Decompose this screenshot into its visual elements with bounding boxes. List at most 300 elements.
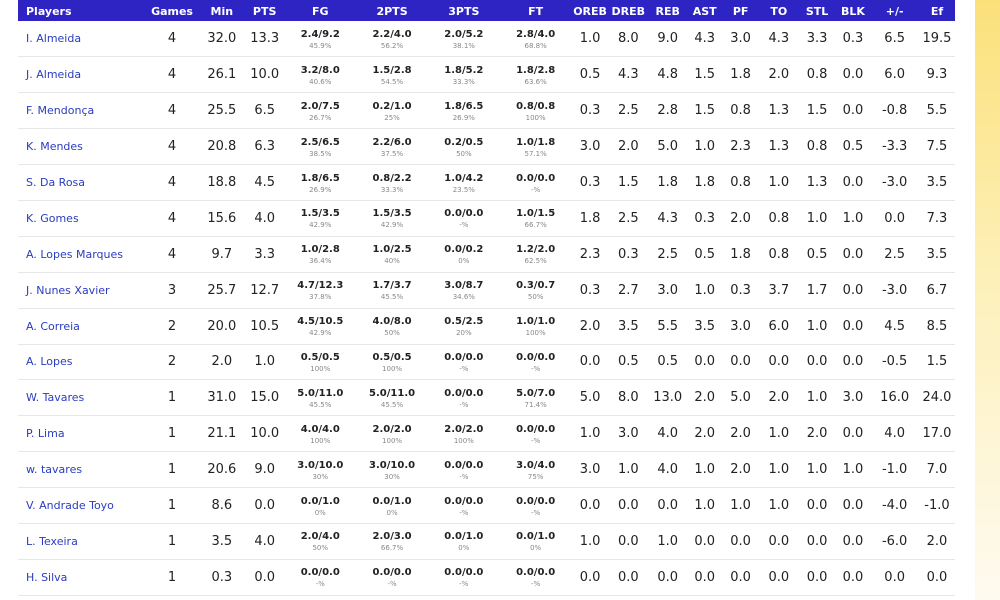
p3-percentage: -%: [459, 221, 469, 230]
p3-percentage: -%: [459, 364, 469, 373]
p2-cell: [356, 57, 428, 93]
ef-cell: 9.3: [919, 57, 955, 93]
p3-percentage: 26.9%: [452, 113, 475, 122]
p2-percentage: 37.5%: [380, 149, 404, 158]
dreb-cell: 2.0: [609, 129, 648, 165]
ast-cell: 4.3: [687, 21, 722, 57]
p3-made-attempted: 0.0/0.0: [444, 387, 484, 399]
ft-percentage: -%: [531, 185, 541, 194]
p3-cell: [428, 200, 500, 236]
pm-cell: -6.0: [870, 523, 919, 559]
player-link[interactable]: K. Gomes: [26, 211, 79, 225]
reb-cell: 0.0: [648, 559, 687, 595]
ft-percentage: 100%: [525, 113, 546, 122]
stl-cell: 0.8: [799, 129, 836, 165]
p2-made-attempted: 4.0/8.0: [372, 316, 412, 328]
player-link[interactable]: A. Lopes Marques: [26, 247, 123, 261]
column-header[interactable]: PF: [722, 0, 759, 21]
player-link[interactable]: V. Andrade Toyo: [26, 499, 114, 513]
games-cell: 4: [145, 165, 198, 201]
ast-cell: 0.0: [687, 344, 722, 380]
p3-made-attempted: 0.0/0.0: [444, 459, 484, 471]
pm-cell: 2.5: [870, 236, 919, 272]
p2-cell: [356, 272, 428, 308]
ft-percentage: -%: [531, 364, 541, 373]
oreb-cell: 0.3: [572, 272, 609, 308]
reb-cell: 4.8: [648, 57, 687, 93]
fg-made-attempted: 1.8/6.5: [300, 172, 340, 184]
fg-percentage: 26.9%: [309, 185, 332, 194]
dreb-cell: 0.3: [609, 236, 648, 272]
player-link[interactable]: A. Lopes: [26, 355, 73, 369]
player-stats-table-container: [18, 0, 955, 596]
fg-cell: [284, 416, 356, 452]
oreb-cell: 1.0: [572, 523, 609, 559]
p2-made-attempted: 5.0/11.0: [369, 387, 416, 399]
pf-cell: 3.0: [722, 308, 759, 344]
to-cell: 2.0: [759, 380, 798, 416]
player-link[interactable]: w. tavares: [26, 463, 83, 477]
pm-cell: 4.0: [870, 416, 919, 452]
pts-cell: 9.0: [245, 452, 284, 488]
fg-cell: [284, 129, 356, 165]
p3-cell: [428, 559, 500, 595]
player-cell: [18, 93, 145, 129]
fg-percentage: 30%: [312, 472, 329, 481]
column-header[interactable]: Min: [199, 0, 245, 21]
reb-cell: 0.5: [648, 344, 687, 380]
column-header[interactable]: 2PTS: [356, 0, 428, 21]
pm-cell: -3.0: [870, 272, 919, 308]
stl-cell: 1.0: [799, 380, 836, 416]
fg-percentage: 42.9%: [309, 221, 332, 230]
ft-made-attempted: 0.3/0.7: [516, 280, 556, 292]
p2-percentage: 40%: [384, 257, 400, 266]
blk-cell: 0.0: [836, 165, 871, 201]
pf-cell: 0.8: [722, 165, 759, 201]
blk-cell: 0.0: [836, 57, 871, 93]
pm-cell: -0.5: [870, 344, 919, 380]
p2-percentage: 42.9%: [380, 221, 404, 230]
column-header[interactable]: REB: [648, 0, 687, 21]
games-cell: 4: [145, 129, 198, 165]
to-cell: 0.0: [759, 559, 798, 595]
p2-percentage: 54.5%: [380, 77, 404, 86]
column-header[interactable]: AST: [687, 0, 722, 21]
fg-cell: [284, 308, 356, 344]
pm-cell: 4.5: [870, 308, 919, 344]
pm-cell: 0.0: [870, 559, 919, 595]
fg-made-attempted: 3.2/8.0: [300, 64, 340, 76]
ft-made-attempted: 0.0/1.0: [516, 531, 556, 543]
blk-cell: 0.0: [836, 488, 871, 524]
to-cell: 0.0: [759, 523, 798, 559]
to-cell: 1.0: [759, 452, 798, 488]
ast-cell: 1.0: [687, 452, 722, 488]
player-link[interactable]: A. Correia: [26, 319, 80, 333]
ast-cell: 0.0: [687, 523, 722, 559]
blk-cell: 0.0: [836, 344, 871, 380]
ef-cell: 2.0: [919, 523, 955, 559]
p2-percentage: 100%: [382, 436, 403, 445]
pts-cell: 10.5: [245, 308, 284, 344]
p3-cell: [428, 21, 500, 57]
fg-cell: [284, 272, 356, 308]
p2-percentage: 45.5%: [380, 400, 404, 409]
p3-percentage: 33.3%: [452, 77, 475, 86]
player-stats-table: [18, 0, 955, 596]
column-header[interactable]: 3PTS: [428, 0, 500, 21]
stl-cell: 1.0: [799, 308, 836, 344]
reb-cell: 3.0: [648, 272, 687, 308]
fg-made-attempted: 3.0/10.0: [297, 459, 344, 471]
p2-percentage: 25%: [384, 113, 400, 122]
player-link[interactable]: L. Texeira: [26, 534, 78, 548]
player-cell: [18, 236, 145, 272]
dreb-cell: 4.3: [609, 57, 648, 93]
dreb-cell: 0.5: [609, 344, 648, 380]
stl-cell: 2.0: [799, 416, 836, 452]
ft-cell: [500, 416, 572, 452]
ft-made-attempted: 5.0/7.0: [516, 387, 556, 399]
p2-cell: [356, 380, 428, 416]
min-cell: 25.5: [199, 93, 245, 129]
min-cell: 20.0: [199, 308, 245, 344]
p3-cell: [428, 452, 500, 488]
ft-percentage: 63.6%: [524, 77, 547, 86]
to-cell: 3.7: [759, 272, 798, 308]
to-cell: 1.0: [759, 488, 798, 524]
fg-made-attempted: 5.0/11.0: [297, 387, 344, 399]
column-header[interactable]: Games: [145, 0, 198, 21]
ft-cell: [500, 523, 572, 559]
ft-cell: [500, 200, 572, 236]
ft-percentage: 0%: [530, 544, 542, 553]
player-link[interactable]: J. Almeida: [26, 68, 82, 82]
fg-percentage: 40.6%: [309, 77, 332, 86]
p2-cell: [356, 416, 428, 452]
p2-percentage: 66.7%: [380, 544, 404, 553]
ef-cell: 6.7: [919, 272, 955, 308]
dreb-cell: 3.5: [609, 308, 648, 344]
ef-cell: 7.3: [919, 200, 955, 236]
fg-cell: [284, 452, 356, 488]
games-cell: 1: [145, 488, 198, 524]
p3-percentage: -%: [459, 580, 469, 589]
min-cell: 20.6: [199, 452, 245, 488]
pf-cell: 0.0: [722, 559, 759, 595]
table-body: [18, 21, 955, 595]
player-link[interactable]: I. Almeida: [26, 32, 82, 46]
ef-cell: 7.0: [919, 452, 955, 488]
p3-percentage: 100%: [453, 436, 474, 445]
pts-cell: 13.3: [245, 21, 284, 57]
stl-cell: 3.3: [799, 21, 836, 57]
table-row: [18, 452, 955, 488]
dreb-cell: 8.0: [609, 21, 648, 57]
blk-cell: 1.0: [836, 200, 871, 236]
p2-cell: [356, 200, 428, 236]
reb-cell: 5.0: [648, 129, 687, 165]
ft-cell: [500, 452, 572, 488]
stl-cell: 0.0: [799, 344, 836, 380]
oreb-cell: 3.0: [572, 129, 609, 165]
player-cell: [18, 308, 145, 344]
min-cell: 2.0: [199, 344, 245, 380]
ast-cell: 3.5: [687, 308, 722, 344]
min-cell: 21.1: [199, 416, 245, 452]
p2-made-attempted: 2.0/2.0: [372, 423, 412, 435]
column-header[interactable]: FT: [500, 0, 572, 21]
player-cell: [18, 488, 145, 524]
ft-cell: [500, 236, 572, 272]
pm-cell: 6.5: [870, 21, 919, 57]
dreb-cell: 3.0: [609, 416, 648, 452]
p3-cell: [428, 380, 500, 416]
p2-made-attempted: 1.5/2.8: [372, 64, 412, 76]
fg-percentage: 45.5%: [309, 400, 332, 409]
ef-cell: 8.5: [919, 308, 955, 344]
ft-made-attempted: 0.0/0.0: [516, 423, 556, 435]
dreb-cell: 1.5: [609, 165, 648, 201]
stl-cell: 0.5: [799, 236, 836, 272]
dreb-cell: 2.5: [609, 200, 648, 236]
player-cell: [18, 272, 145, 308]
p3-cell: [428, 165, 500, 201]
p2-percentage: 0%: [386, 508, 398, 517]
blk-cell: 0.0: [836, 308, 871, 344]
fg-made-attempted: 4.7/12.3: [297, 280, 344, 292]
to-cell: 0.8: [759, 236, 798, 272]
games-cell: 1: [145, 559, 198, 595]
pf-cell: 3.0: [722, 21, 759, 57]
table-row: [18, 488, 955, 524]
pts-cell: 0.0: [245, 488, 284, 524]
pm-cell: -0.8: [870, 93, 919, 129]
p3-made-attempted: 0.0/0.2: [444, 244, 484, 256]
oreb-cell: 2.0: [572, 308, 609, 344]
dreb-cell: 0.0: [609, 523, 648, 559]
player-cell: [18, 452, 145, 488]
fg-made-attempted: 2.0/7.5: [300, 100, 340, 112]
pf-cell: 5.0: [722, 380, 759, 416]
p2-made-attempted: 3.0/10.0: [369, 459, 416, 471]
oreb-cell: 0.5: [572, 57, 609, 93]
stl-cell: 0.0: [799, 523, 836, 559]
fg-cell: [284, 165, 356, 201]
to-cell: 1.3: [759, 93, 798, 129]
stl-cell: 0.0: [799, 559, 836, 595]
oreb-cell: 0.0: [572, 344, 609, 380]
games-cell: 1: [145, 416, 198, 452]
column-header[interactable]: FG: [284, 0, 356, 21]
blk-cell: 3.0: [836, 380, 871, 416]
p2-cell: [356, 93, 428, 129]
oreb-cell: 1.8: [572, 200, 609, 236]
pts-cell: 3.3: [245, 236, 284, 272]
ef-cell: 3.5: [919, 236, 955, 272]
to-cell: 0.0: [759, 344, 798, 380]
min-cell: 18.8: [199, 165, 245, 201]
stl-cell: 1.0: [799, 452, 836, 488]
blk-cell: 0.0: [836, 416, 871, 452]
min-cell: 15.6: [199, 200, 245, 236]
p2-made-attempted: 0.5/0.5: [372, 351, 412, 363]
p3-made-attempted: 0.0/0.0: [444, 208, 484, 220]
player-cell: [18, 344, 145, 380]
min-cell: 8.6: [199, 488, 245, 524]
p2-percentage: 30%: [384, 472, 400, 481]
ast-cell: 1.5: [687, 93, 722, 129]
p2-made-attempted: 0.2/1.0: [372, 100, 412, 112]
games-cell: 4: [145, 21, 198, 57]
oreb-cell: 1.0: [572, 416, 609, 452]
ast-cell: 1.0: [687, 272, 722, 308]
oreb-cell: 1.0: [572, 21, 609, 57]
pm-cell: 16.0: [870, 380, 919, 416]
fg-cell: [284, 93, 356, 129]
p2-cell: [356, 129, 428, 165]
ft-percentage: -%: [531, 436, 541, 445]
to-cell: 2.0: [759, 57, 798, 93]
ast-cell: 0.3: [687, 200, 722, 236]
column-header[interactable]: TO: [759, 0, 798, 21]
column-header[interactable]: Ef: [919, 0, 955, 21]
p2-made-attempted: 2.2/6.0: [372, 136, 412, 148]
p3-made-attempted: 0.0/0.0: [444, 351, 484, 363]
table-row: [18, 559, 955, 595]
player-cell: [18, 57, 145, 93]
ft-made-attempted: 0.0/0.0: [516, 567, 556, 579]
reb-cell: 4.0: [648, 452, 687, 488]
ft-cell: [500, 488, 572, 524]
p2-cell: [356, 308, 428, 344]
column-header[interactable]: DREB: [609, 0, 648, 21]
column-header[interactable]: BLK: [836, 0, 871, 21]
ef-cell: 5.5: [919, 93, 955, 129]
ft-cell: [500, 93, 572, 129]
reb-cell: 0.0: [648, 488, 687, 524]
p2-percentage: -%: [387, 580, 397, 589]
oreb-cell: 0.3: [572, 165, 609, 201]
table-row: [18, 523, 955, 559]
pf-cell: 1.0: [722, 488, 759, 524]
ft-cell: [500, 272, 572, 308]
games-cell: 1: [145, 523, 198, 559]
min-cell: 31.0: [199, 380, 245, 416]
oreb-cell: 0.3: [572, 93, 609, 129]
table-row: [18, 57, 955, 93]
p3-cell: [428, 129, 500, 165]
blk-cell: 0.0: [836, 272, 871, 308]
pm-cell: 0.0: [870, 200, 919, 236]
blk-cell: 1.0: [836, 452, 871, 488]
ft-percentage: -%: [531, 508, 541, 517]
blk-cell: 0.3: [836, 21, 871, 57]
fg-made-attempted: 0.5/0.5: [300, 351, 340, 363]
p2-cell: [356, 236, 428, 272]
player-link[interactable]: W. Tavares: [26, 391, 85, 405]
blk-cell: 0.0: [836, 559, 871, 595]
player-link[interactable]: K. Mendes: [26, 140, 83, 154]
fg-percentage: 0%: [314, 508, 326, 517]
ft-made-attempted: 0.0/0.0: [516, 172, 556, 184]
games-cell: 4: [145, 57, 198, 93]
pts-cell: 4.0: [245, 200, 284, 236]
min-cell: 9.7: [199, 236, 245, 272]
pts-cell: 6.5: [245, 93, 284, 129]
pts-cell: 10.0: [245, 57, 284, 93]
pts-cell: 0.0: [245, 559, 284, 595]
ft-cell: [500, 559, 572, 595]
player-cell: [18, 380, 145, 416]
pts-cell: 10.0: [245, 416, 284, 452]
pf-cell: 0.0: [722, 344, 759, 380]
fg-made-attempted: 2.0/4.0: [300, 531, 340, 543]
column-header[interactable]: PTS: [245, 0, 284, 21]
stl-cell: 1.3: [799, 165, 836, 201]
ef-cell: 24.0: [919, 380, 955, 416]
table-row: [18, 200, 955, 236]
table-row: [18, 416, 955, 452]
p2-made-attempted: 1.7/3.7: [372, 280, 412, 292]
to-cell: 1.0: [759, 165, 798, 201]
fg-made-attempted: 2.5/6.5: [300, 136, 340, 148]
blk-cell: 0.0: [836, 523, 871, 559]
p2-percentage: 100%: [382, 364, 403, 373]
p3-made-attempted: 2.0/2.0: [444, 423, 484, 435]
column-header[interactable]: Players: [18, 0, 145, 21]
ft-percentage: 50%: [527, 293, 544, 302]
ft-percentage: 57.1%: [524, 149, 547, 158]
pf-cell: 2.0: [722, 416, 759, 452]
games-cell: 4: [145, 93, 198, 129]
player-link[interactable]: P. Lima: [26, 427, 65, 441]
p2-cell: [356, 452, 428, 488]
to-cell: 6.0: [759, 308, 798, 344]
player-link[interactable]: H. Silva: [26, 570, 68, 584]
ft-made-attempted: 0.0/0.0: [516, 351, 556, 363]
p3-made-attempted: 1.8/5.2: [444, 64, 484, 76]
player-link[interactable]: J. Nunes Xavier: [26, 283, 110, 297]
fg-percentage: 45.9%: [309, 41, 332, 50]
column-header[interactable]: +/-: [870, 0, 919, 21]
pts-cell: 12.7: [245, 272, 284, 308]
p3-percentage: 38.1%: [452, 41, 475, 50]
p3-cell: [428, 308, 500, 344]
fg-percentage: 37.8%: [309, 293, 332, 302]
p2-made-attempted: 0.8/2.2: [372, 172, 412, 184]
column-header[interactable]: STL: [799, 0, 836, 21]
fg-made-attempted: 4.5/10.5: [297, 316, 344, 328]
ft-made-attempted: 1.0/1.0: [516, 316, 556, 328]
ef-cell: 19.5: [919, 21, 955, 57]
fg-cell: [284, 380, 356, 416]
pts-cell: 1.0: [245, 344, 284, 380]
player-link[interactable]: S. Da Rosa: [26, 176, 86, 189]
column-header[interactable]: OREB: [572, 0, 609, 21]
player-link[interactable]: F. Mendonça: [26, 104, 95, 118]
player-cell: [18, 416, 145, 452]
reb-cell: 4.0: [648, 416, 687, 452]
ast-cell: 2.0: [687, 416, 722, 452]
reb-cell: 1.0: [648, 523, 687, 559]
table-row: [18, 308, 955, 344]
ft-percentage: 100%: [525, 329, 546, 338]
stl-cell: 1.7: [799, 272, 836, 308]
p3-made-attempted: 0.0/0.0: [444, 567, 484, 579]
p2-made-attempted: 2.2/4.0: [372, 28, 412, 40]
